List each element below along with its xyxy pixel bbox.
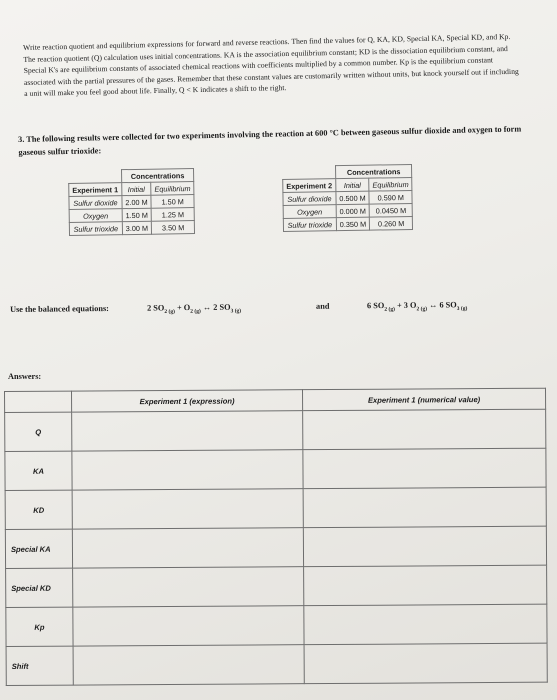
equilibrium-cell: 3.50 M: [151, 221, 194, 235]
numeric-cell[interactable]: [304, 604, 547, 644]
row-label-kd: KD: [5, 490, 72, 529]
row-label-special-kd: Special KD: [6, 568, 73, 607]
initial-cell: 3.00 M: [122, 221, 152, 234]
and-label: and: [315, 301, 330, 311]
experiment-1-table: [68, 168, 195, 236]
table-row: [5, 487, 546, 529]
species-cell: Sulfur dioxide: [69, 196, 122, 210]
equilibrium-cell: 1.50 M: [151, 195, 194, 209]
table-row: [5, 526, 546, 568]
table-row: [283, 216, 412, 231]
table-row: [69, 221, 194, 236]
numeric-cell[interactable]: [303, 487, 546, 527]
concentrations-header: Concentrations: [121, 169, 194, 183]
expression-cell[interactable]: [73, 645, 304, 685]
instructions-paragraph: Write reaction quotient and equilibrium expressions for forward and reverse reactions. Then find the values for Q, KA, KD, Special KA, Special KD, and Kp. The reaction quotient (Q) calculation uses initial concentrations. KA is the association equilibrium constant; KD is the dissociation equilibrium constant, and Special K's are equilibrium constants of associated chemical reactions with coefficients multiplied by a common number. Kp is the equilibrium constant associated with the partial pressures of the gases. Remember that these constant values are customarily written without units, but knock yourself out if including a unit will make you feel good about life. Finally, Q < K indicates a shift to the right.: [23, 31, 519, 99]
numeric-cell[interactable]: [304, 643, 547, 683]
initial-cell: 1.50 M: [122, 208, 152, 221]
initial-cell: 0.350 M: [336, 217, 370, 231]
question-3: 3. The following results were collected for two experiments involving the reaction at 600 °C between gaseous sulfur dioxide and oxygen to form gaseous sulfur trioxide:: [18, 124, 522, 157]
equilibrium-cell: 0.590 M: [369, 190, 412, 204]
species-cell: Sulfur dioxide: [283, 192, 336, 206]
initial-header: Initial: [122, 182, 152, 195]
balanced-equations: [10, 299, 550, 316]
initial-cell: 2.00 M: [122, 195, 152, 208]
table-row: [6, 604, 547, 646]
experiment-title: Experiment 2: [283, 179, 336, 193]
numeric-cell[interactable]: [303, 526, 546, 566]
initial-header: Initial: [336, 178, 370, 192]
species-cell: Oxygen: [283, 205, 336, 219]
row-label-shift: Shift: [6, 646, 73, 685]
equation-1: 2 $SO_{2 (g)} + O_{2 (g)}$ ↔ 2 $SO_{3 (g)}$: [146, 302, 242, 316]
row-label-ka: KA: [5, 451, 72, 490]
experiment-2-table: [282, 164, 413, 232]
table-row: [5, 448, 546, 490]
numeric-cell[interactable]: [304, 565, 547, 605]
table-row: [6, 643, 547, 685]
answers-label: Answers:: [8, 372, 42, 381]
equilibrium-header: Equilibrium: [151, 182, 194, 196]
experiment-title: Experiment 1: [69, 183, 122, 197]
equilibrium-header: Equilibrium: [369, 177, 412, 191]
table-row: [5, 409, 546, 451]
numeric-cell[interactable]: [303, 409, 546, 449]
species-cell: Sulfur trioxide: [69, 222, 122, 236]
equations-lead: Use the balanced equations:: [10, 303, 109, 314]
row-label-q: Q: [5, 412, 72, 451]
expression-column-header: Experiment 1 (expression): [72, 390, 303, 412]
equilibrium-cell: 0.260 M: [370, 216, 413, 230]
concentrations-header: Concentrations: [335, 164, 412, 178]
equilibrium-cell: 1.25 M: [151, 208, 194, 222]
numeric-cell[interactable]: [303, 448, 546, 488]
species-cell: Sulfur trioxide: [283, 218, 336, 232]
expression-cell[interactable]: [72, 528, 303, 568]
expression-cell[interactable]: [72, 489, 303, 529]
expression-cell[interactable]: [73, 606, 304, 646]
expression-cell[interactable]: [72, 411, 303, 451]
expression-cell[interactable]: [73, 567, 304, 607]
row-label-special-ka: Special KA: [5, 529, 72, 568]
equilibrium-cell: 0.0450 M: [369, 203, 412, 217]
initial-cell: 0.000 M: [336, 204, 370, 218]
initial-cell: 0.500 M: [336, 191, 370, 205]
species-cell: Oxygen: [69, 209, 122, 223]
answers-table: [4, 388, 548, 686]
table-row: [6, 565, 547, 607]
numeric-column-header: Experiment 1 (numerical value): [302, 388, 545, 410]
row-label-kp: Kp: [6, 607, 73, 646]
equation-2: 6 $SO_{2 (g)} + 3$ $O_{2 (g)}$ ↔ 6 $SO_{3 (g)}$: [366, 300, 468, 313]
expression-cell[interactable]: [72, 450, 303, 490]
